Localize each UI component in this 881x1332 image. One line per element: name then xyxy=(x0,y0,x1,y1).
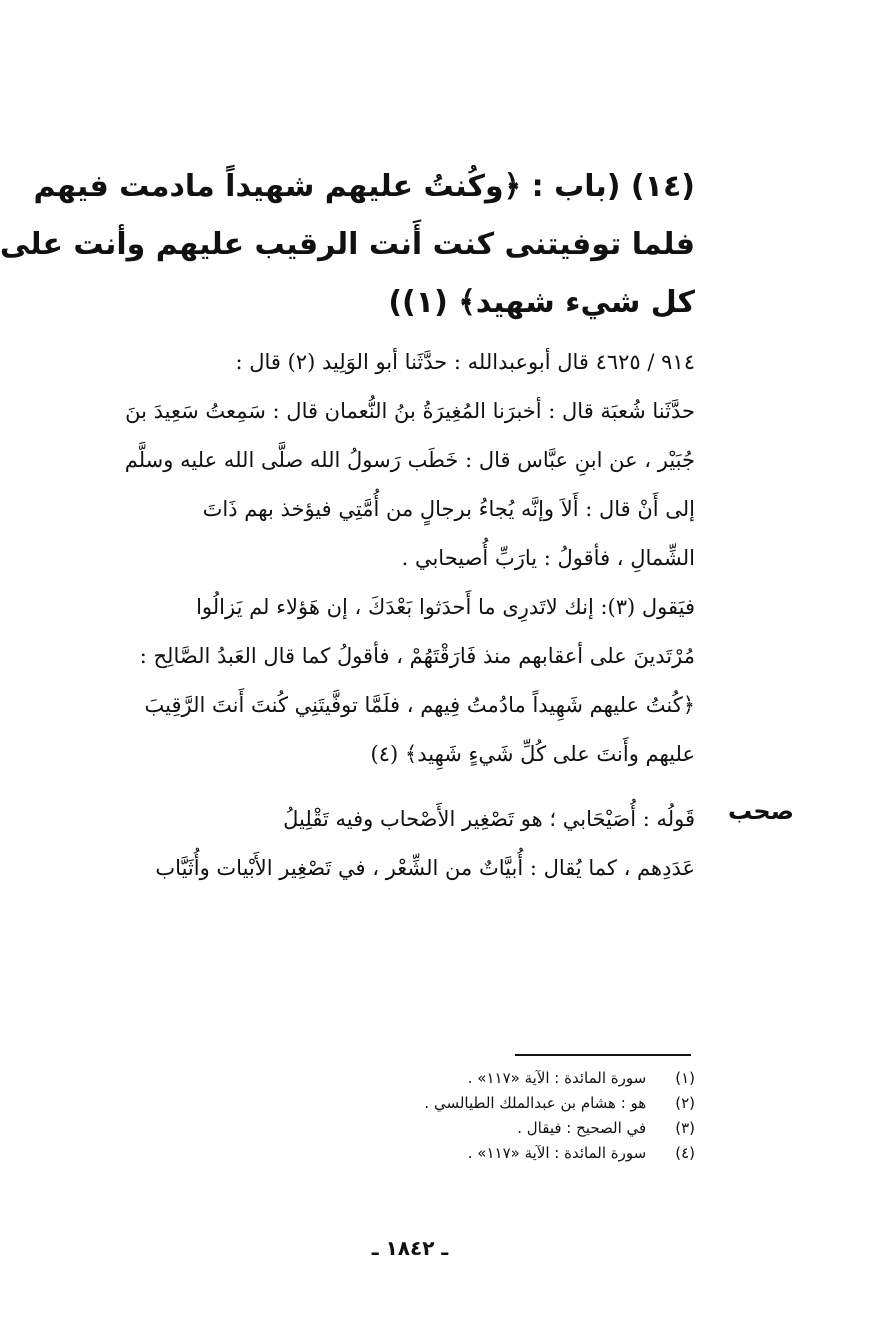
heading-line: كل شيء شهيد﴾ (١)) xyxy=(388,285,695,320)
footnote-text: سورة المائدة : الآية «١١٧» . xyxy=(467,1144,647,1162)
hadith-line: الشِّمالِ ، فأقولُ : يارَبِّ أُصيحابي . xyxy=(401,546,695,570)
footnote-text: سورة المائدة : الآية «١١٧» . xyxy=(467,1069,647,1087)
commentary-text xyxy=(25,795,695,893)
footnote-number: (١) xyxy=(675,1069,695,1087)
hadith-line: حدَّثَنا شُعبَة قال : أخبرَنا المُغِيرَةُ بنُ النُّعمان قال : سَمِعتُ سَعِيدَ بنَ xyxy=(125,399,695,423)
hadith-line: مُرْتَدينَ على أعقابهم منذ فَارَقْتَهُمْ ، فأقولُ كما قال العَبدُ الصَّالِح : xyxy=(139,644,695,668)
footnote xyxy=(300,1066,695,1091)
hadith-line: فيَقول (٣): إنك لاتَدرِى ما أَحدَثوا بَعْدَكَ ، إن هَؤلاء لم يَزالُوا xyxy=(196,595,695,619)
footnote-text: في الصحيح : فيقال . xyxy=(517,1119,647,1137)
hadith-line: إلى أَنْ قال : أَلاَ وإنَّه يُجاءُ برجالٍ من أُمَّتِي فيؤخذ بهم ذَاتَ xyxy=(202,497,695,521)
margin-root-word: صحب xyxy=(728,797,794,825)
footnote xyxy=(300,1116,695,1141)
footnote xyxy=(300,1141,695,1166)
hadith-line: عليهم وأَنتَ على كُلِّ شَيءٍ شَهِيد﴾ (٤) xyxy=(370,742,695,766)
footnote-text: هو : هشام بن عبدالملك الطيالسي . xyxy=(424,1094,647,1112)
hadith-line: جُبَيْر ، عن ابنِ عبَّاس قال : خَطَب رَسولُ الله صلَّى الله عليه وسلَّم xyxy=(124,448,695,472)
footnotes xyxy=(300,1066,695,1166)
footnote-divider xyxy=(515,1054,691,1056)
hadith-text xyxy=(25,338,695,779)
footnote xyxy=(300,1091,695,1116)
page-number: ـ ١٨٤٢ ـ xyxy=(371,1236,449,1260)
footnote-number: (٤) xyxy=(675,1144,695,1162)
commentary-line: قَولُه : أُصَيْحَابي ؛ هو تَصْغِير الأَصْحاب وفيه تَقْلِيلُ xyxy=(283,807,695,831)
hadith-line: ٩١٤ / ٤٦٢٥ قال أبوعبدالله : حدَّثَنا أبو الوَلِيد (٢) قال : xyxy=(235,350,695,374)
chapter-heading xyxy=(0,158,695,332)
commentary-line: عَدَدِهم ، كما يُقال : أُبيَّاتٌ من الشِّعْر ، في تَصْغِير الأَبْيات وأُثَيَّاب xyxy=(155,856,695,880)
footnote-number: (٣) xyxy=(675,1119,695,1137)
heading-line: فلما توفيتنى كنت أَنت الرقيب عليهم وأنت على xyxy=(0,227,695,262)
heading-line: (١٤) (باب : ﴿وكُنتُ عليهم شهيداً مادمت فيهم xyxy=(33,169,695,204)
hadith-line: ﴿كُنتُ عليهم شَهِيداً مادُمتُ فِيهم ، فلَمَّا توفَّيتَنِي كُنتَ أَنتَ الرَّقِيبَ xyxy=(144,693,695,717)
footnote-number: (٢) xyxy=(675,1094,695,1112)
